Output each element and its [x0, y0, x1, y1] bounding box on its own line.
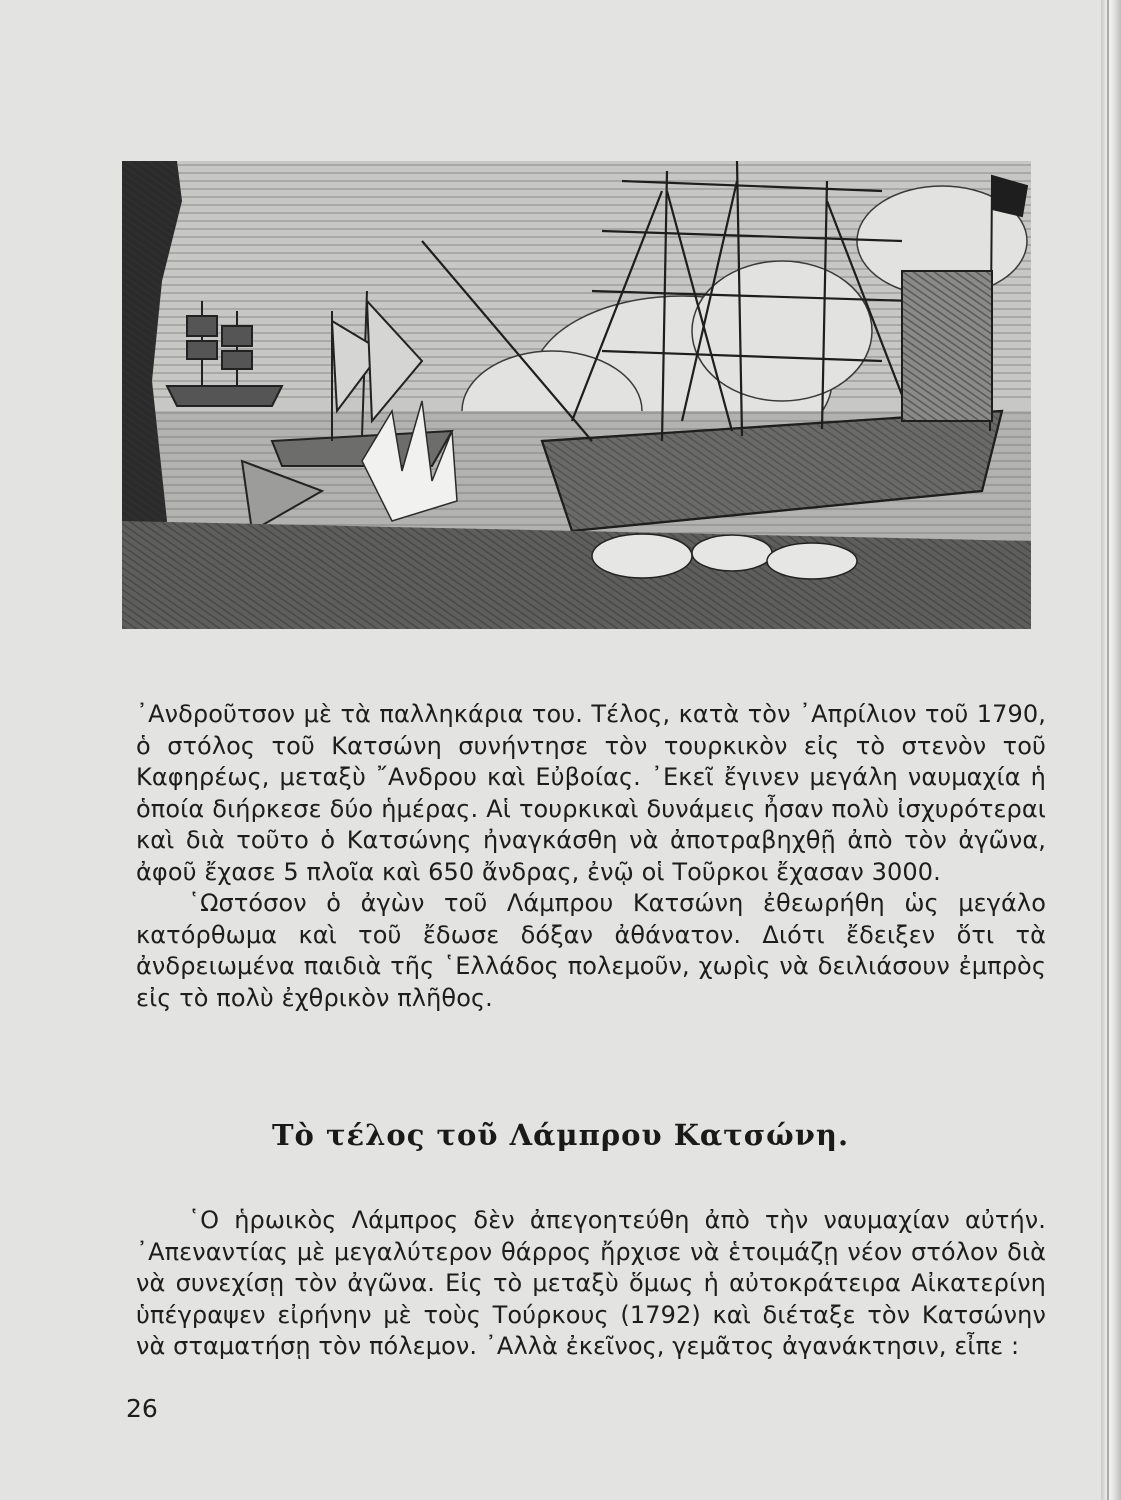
naval-battle-engraving-icon [122, 161, 1031, 629]
paragraph-ending: ῾Ο ἡρωικὸς Λάμπρος δὲν ἀπεγοητεύθη ἀπὸ τὴν ναυμαχίαν αὐτήν. ᾿Απεναντίας μὲ μεγαλύτερον θάρρος ἤρχισε νὰ ἑτοιμάζῃ νέον στόλον διὰ νὰ συνεχίσῃ τὸν ἀγῶνα. Εἰς τὸ μεταξὺ ὅμως ἡ αὐτοκράτειρα Αἰκατερίνη ὑπέγραψεν εἰρήνην μὲ τοὺς Τούρκους (1792) καὶ διέταξε τὸν Κατσώνην νὰ σταματήσῃ τὸν πόλεμον. ᾿Αλλὰ ἐκεῖνος, γεμᾶτος ἀγανάκτησιν, εἶπε : [136, 1206, 1046, 1360]
page-edge [1101, 0, 1121, 1500]
body-text-top [136, 699, 1046, 1014]
section-heading: Τὸ τέλος τοῦ Λάμπρου Κατσώνη. [271, 1118, 850, 1152]
body-text-bottom [136, 1205, 1046, 1363]
naval-battle-illustration [122, 161, 1031, 629]
paragraph-battle: ᾿Ανδροῦτσον μὲ τὰ παλληκάρια του. Τέλος, κατὰ τὸν ᾿Απρίλιον τοῦ 1790, ὁ στόλος τοῦ Κατσώνη συνήντησε τὸν τουρκικὸν εἰς τὸ στενὸν τοῦ Καφηρέως, μεταξὺ ῎Ανδρου καὶ Εὐβοίας. ᾿Εκεῖ ἔγινεν μεγάλη ναυμαχία ἡ ὁποία διήρκεσε δύο ἡμέρας. Αἱ τουρκικαὶ δυνάμεις ἦσαν πολὺ ἰσχυρότεραι καὶ διὰ τοῦτο ὁ Κατσώνης ἠναγκάσθη νὰ ἀποτραβηχθῇ ἀπὸ τὸν ἀγῶνα, ἀφοῦ ἔχασε 5 πλοῖα καὶ 650 ἄνδρας, ἐνῷ οἱ Τοῦρκοι ἔχασαν 3000. [136, 700, 1046, 886]
paragraph-glory: ῾Ωστόσον ὁ ἀγὼν τοῦ Λάμπρου Κατσώνη ἐθεωρήθη ὡς μεγάλο κατόρθωμα καὶ τοῦ ἔδωσε δόξαν ἀθάνατον. Διότι ἔδειξεν ὅτι τὰ ἀνδρειωμένα παιδιὰ τῆς ῾Ελλάδος πολεμοῦν, χωρὶς νὰ δειλιάσουν ἐμπρὸς εἰς τὸ πολὺ ἐχθρικὸν πλῆθος. [136, 889, 1046, 1012]
page-number: 26 [126, 1394, 158, 1423]
